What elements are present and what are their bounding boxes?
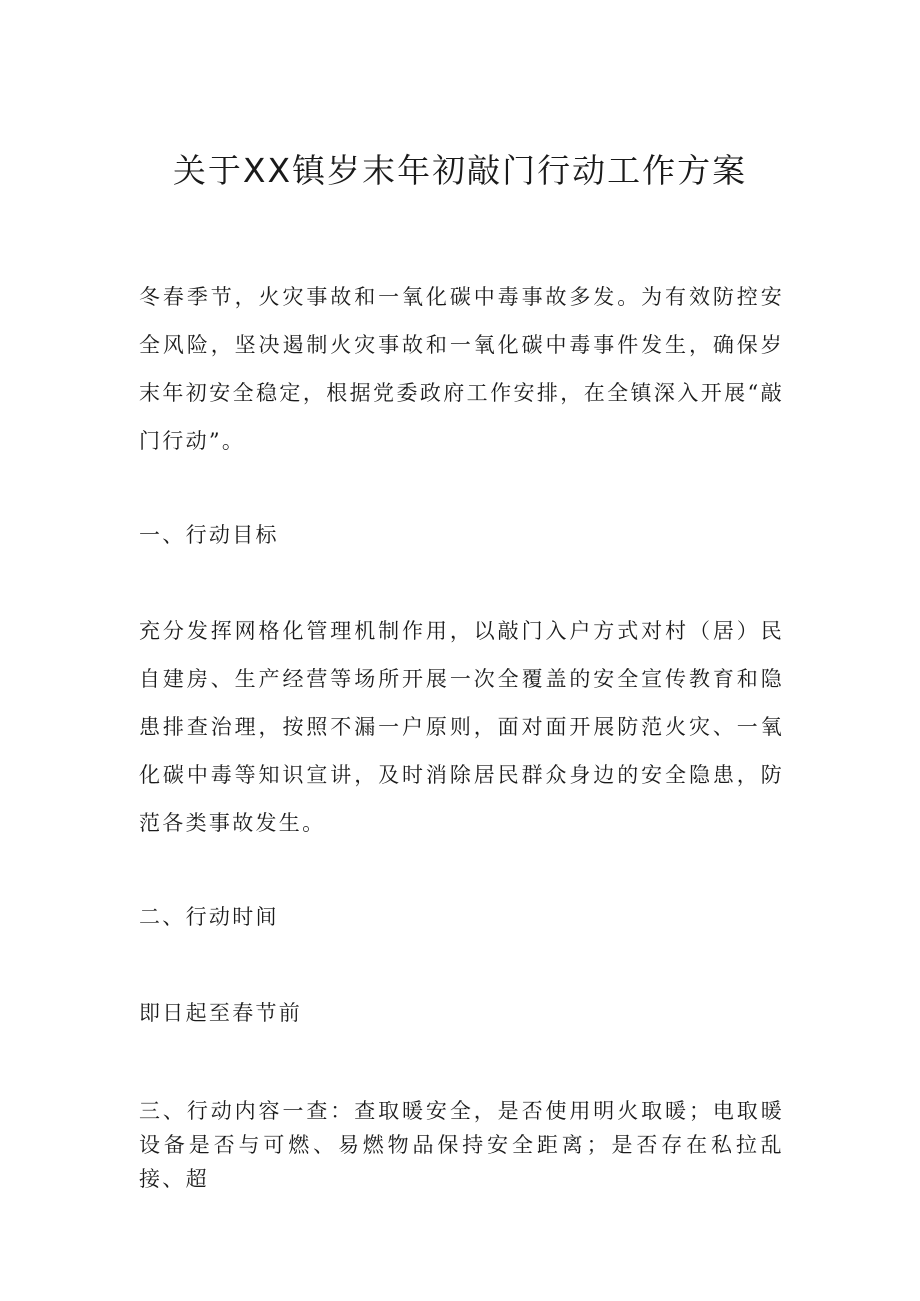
document-title: 关于XX镇岁末年初敲门行动工作方案 xyxy=(172,151,748,190)
goals-paragraph: 充分发挥网格化管理机制作用，以敲门入户方式对村（居）民自建房、生产经营等场所开展一次全覆盖的安全宣传教育和隐患排查治理，按照不漏一户原则，面对面开展防范火灾、一氧化碳中毒等知识宣讲，及时消除居民群众身边的安全隐患，防范各类事故发生。 xyxy=(139,619,784,835)
intro-paragraph: 冬春季节，火灾事故和一氧化碳中毒事故多发。为有效防控安全风险，坚决遏制火灾事故和一氧化碳中毒事件发生，确保岁末年初安全稳定，根据党委政府工作安排，在全镇深入开展“敲门行动”。 xyxy=(139,285,784,453)
time-paragraph: 即日起至春节前 xyxy=(139,1001,303,1025)
section-heading-time: 二、行动时间 xyxy=(139,905,279,929)
section-heading-goals: 一、行动目标 xyxy=(139,523,279,547)
content-paragraph: 三、行动内容一查：查取暖安全，是否使用明火取暖；电取暖设备是否与可燃、易燃物品保持安全距离；是否存在私拉乱接、超 xyxy=(139,1099,784,1191)
